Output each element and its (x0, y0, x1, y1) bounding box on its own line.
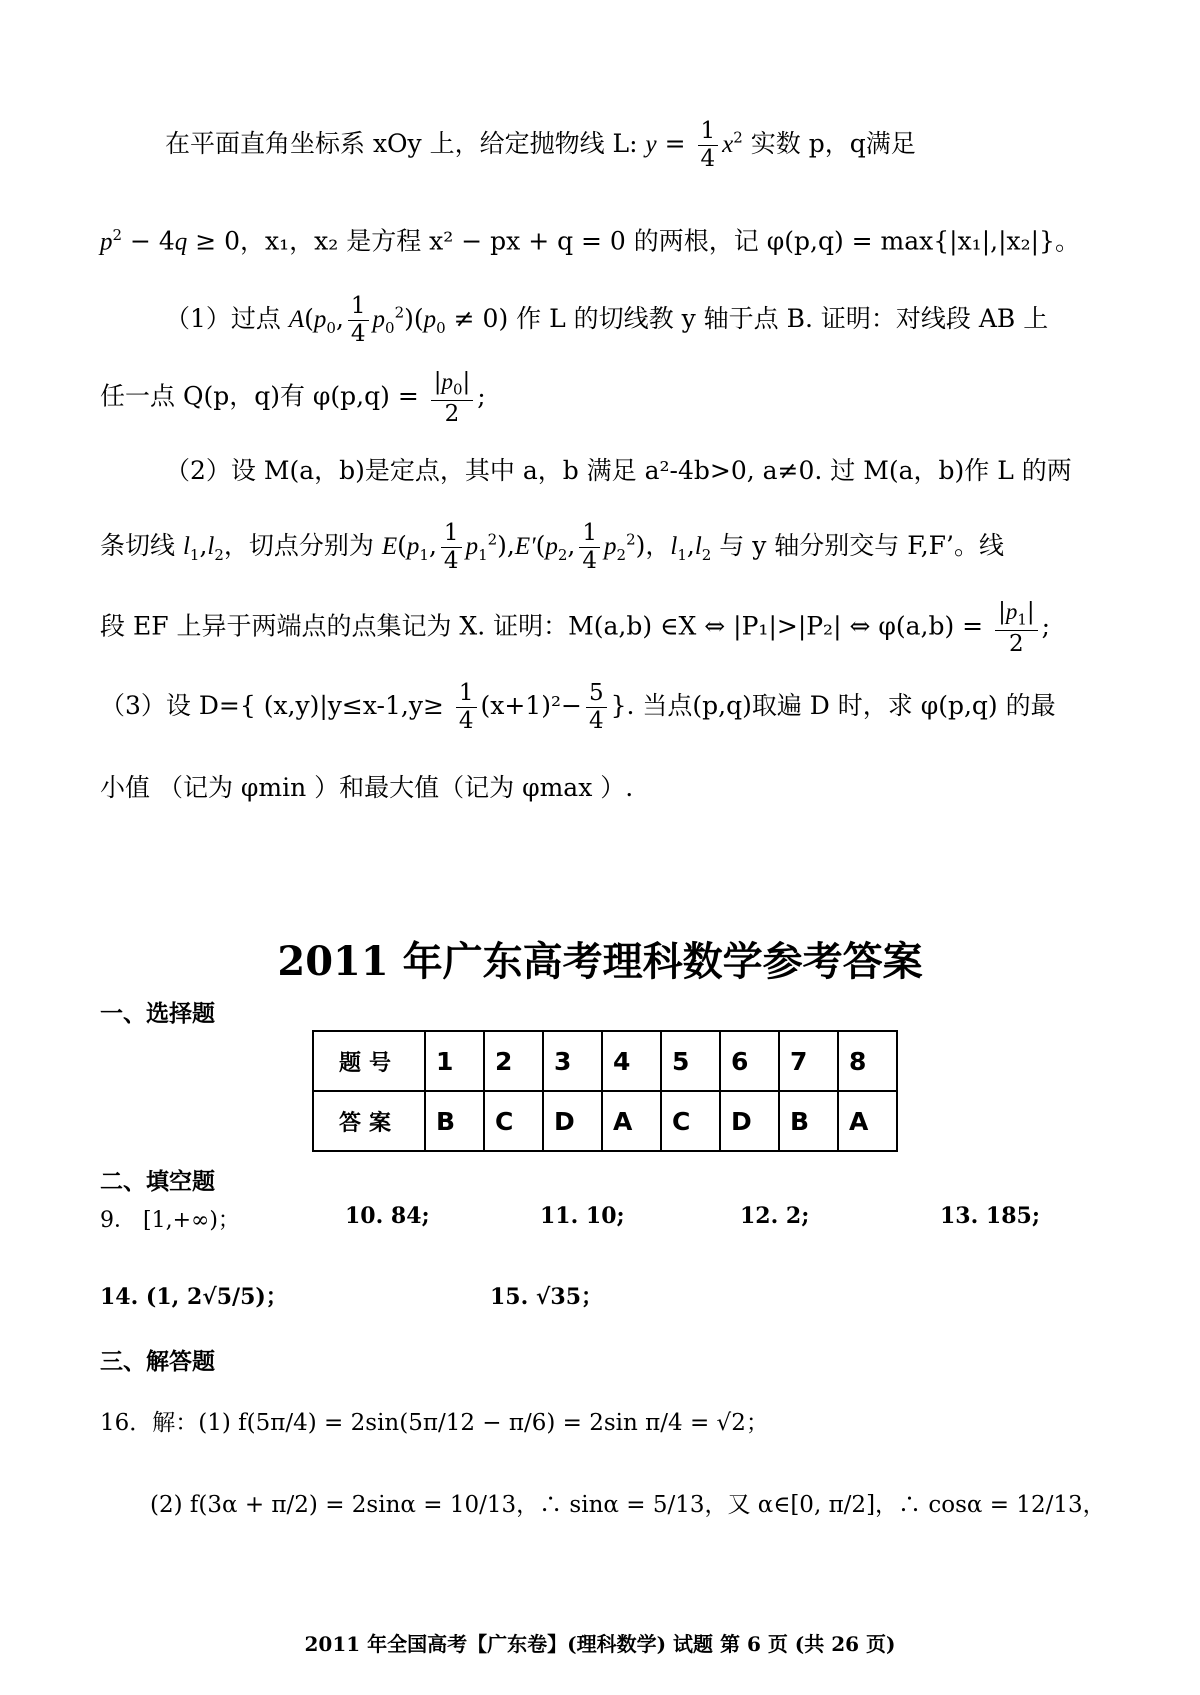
table-cell: 1 (425, 1031, 484, 1091)
problem-line-1: 在平面直角坐标系 xOy 上，给定抛物线 L: y = $\frac{1}{4}$ $x^2$ 实数 p，q满足 (165, 118, 916, 172)
page-footer: 2011 年全国高考【广东卷】(理科数学) 试题 第 6 页 (共 26 页) (304, 1632, 896, 1656)
table-cell: C (661, 1091, 720, 1151)
table-cell: 4 (602, 1031, 661, 1091)
table-row (313, 1091, 897, 1151)
fill-answer-15: 15. √35； (490, 1284, 604, 1310)
table-cell: A (602, 1091, 661, 1151)
table-cell: B (779, 1091, 838, 1151)
table-cell: A (838, 1091, 897, 1151)
problem-part-1: （1）过点 $A(p_0$, $\frac{1}{4}$ $p_0^2)(p_0 \ne 0)$ 作 L 的切线教 y 轴于点 B. 证明：对线段 AB 上 (165, 293, 1049, 347)
table-cell: 3 (543, 1031, 602, 1091)
table-cell: D (543, 1091, 602, 1151)
section-choice: 一、选择题 (100, 1001, 215, 1027)
table-cell: 7 (779, 1031, 838, 1091)
answer-table (312, 1030, 898, 1152)
solution-16-part-1: 16．解：(1) f(5π/4) = 2sin(5π/12 − π/6) = 2sin π/4 = √2； (100, 1410, 769, 1436)
fill-answer-9: 9． [1,+∞)； (100, 1208, 240, 1233)
table-row (313, 1031, 897, 1091)
fill-answer-14: 14. (1, 2√5/5)； (100, 1284, 288, 1310)
fill-answer-10: 10. 84; (345, 1203, 430, 1229)
problem-line-4: 任一点 Q(p，q)有 φ(p,q) = $\frac{|p_0|}{2}$ ; (100, 369, 486, 427)
table-cell: B (425, 1091, 484, 1151)
section-solution: 三、解答题 (100, 1349, 215, 1375)
section-fill: 二、填空题 (100, 1169, 215, 1195)
table-cell: 8 (838, 1031, 897, 1091)
problem-line-2: $p^2 - 4q \ge 0$，x₁，x₂ 是方程 x² − px + q = 0 的两根，记 φ(p,q) = max{|x₁|,|x₂|}。 (100, 226, 1080, 256)
table-cell: 5 (661, 1031, 720, 1091)
fill-answer-12: 12. 2; (740, 1203, 810, 1229)
table-header-number: 题号 (313, 1031, 425, 1091)
table-cell: D (720, 1091, 779, 1151)
table-cell: C (484, 1091, 543, 1151)
solution-16-part-2: (2) f(3α + π/2) = 2sinα = 10/13，∴ sinα = 5/13，又 α∈[0, π/2]，∴ cosα = 12/13， (150, 1492, 1106, 1518)
problem-line-7: 段 EF 上异于两端点的点集记为 X. 证明：M(a,b) ∈X ⇔ |P₁|>|P₂| ⇔ φ(a,b) = $\frac{|p_1|}{2}$ ; (100, 599, 1051, 657)
fill-answer-13: 13. 185; (940, 1203, 1040, 1229)
table-cell: 6 (720, 1031, 779, 1091)
answer-title: 2011 年广东高考理科数学参考答案 (277, 938, 923, 985)
problem-part-2: （2）设 M(a，b)是定点，其中 a，b 满足 a²-4b>0, a≠0. 过 M(a，b)作 L 的两 (165, 456, 1072, 485)
problem-part-3: （3）设 D={ (x,y)|y≤x-1,y≥ $\frac{1}{4}$ (x+1)²− $\frac{5}{4}$ }. 当点(p,q)取遍 D 时，求 φ(p,q) 的最 (100, 680, 1056, 734)
problem-line-6: 条切线 $l_1,l_2$，切点分别为 $E(p_1$, $\frac{1}{4}$ $p_1^2),E'(p_2$, $\frac{1}{4}$ $p_2^2$)，$l_1,l_2$ 与 y 轴分别交与 F,F’。线 (100, 520, 1004, 574)
table-header-answer: 答案 (313, 1091, 425, 1151)
fill-answer-11: 11. 10; (540, 1203, 625, 1229)
table-cell: 2 (484, 1031, 543, 1091)
problem-line-9: 小值 （记为 φmin ）和最大值（记为 φmax ）. (100, 773, 634, 802)
